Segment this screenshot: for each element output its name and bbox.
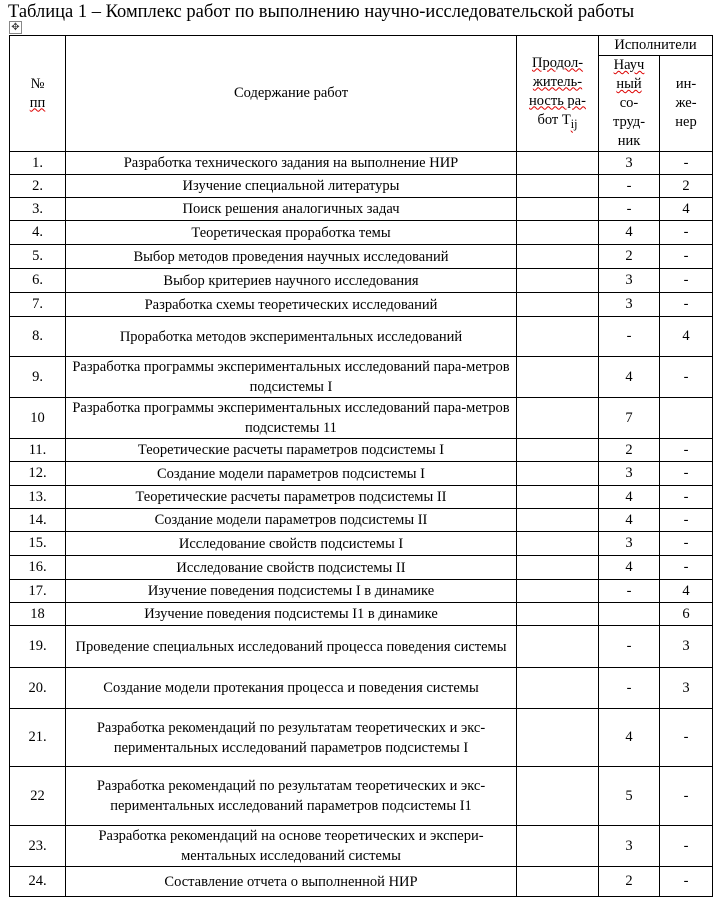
- table-row: [10, 532, 713, 556]
- row-duration: [517, 486, 599, 509]
- row-duration: [517, 709, 599, 767]
- header-performers: Исполнители: [599, 36, 713, 56]
- row-scientist: 5: [599, 767, 660, 826]
- row-content: Создание модели протекания процесса и поведения системы: [66, 668, 517, 709]
- row-duration: [517, 867, 599, 897]
- row-scientist: 4: [599, 486, 660, 509]
- row-scientist: 3: [599, 826, 660, 867]
- row-engineer: 4: [660, 580, 713, 603]
- row-number: 18: [10, 603, 66, 626]
- table-row: [10, 626, 713, 668]
- row-duration: [517, 603, 599, 626]
- row-content: Проведение специальных исследований процесса поведения системы: [66, 626, 517, 668]
- table-row: [10, 439, 713, 462]
- row-engineer: -: [660, 462, 713, 486]
- row-duration: [517, 175, 599, 198]
- row-number: 15.: [10, 532, 66, 556]
- table-row: [10, 198, 713, 221]
- row-number: 10: [10, 398, 66, 439]
- row-engineer: 4: [660, 317, 713, 357]
- row-engineer: -: [660, 269, 713, 293]
- header-scientist: Науч ный со- труд- ник: [599, 56, 660, 152]
- row-engineer: -: [660, 556, 713, 580]
- row-content: Поиск решения аналогичных задач: [66, 198, 517, 221]
- row-scientist: 3: [599, 152, 660, 175]
- row-number: 14.: [10, 509, 66, 532]
- row-duration: [517, 668, 599, 709]
- row-content: Теоретические расчеты параметров подсистемы II: [66, 486, 517, 509]
- row-engineer: -: [660, 532, 713, 556]
- table-row: [10, 867, 713, 897]
- row-content: Разработка рекомендаций на основе теоретических и экспери-ментальных исследований системы: [66, 826, 517, 867]
- row-scientist: 2: [599, 867, 660, 897]
- row-scientist: 2: [599, 439, 660, 462]
- row-number: 19.: [10, 626, 66, 668]
- row-number: 1.: [10, 152, 66, 175]
- row-scientist: 4: [599, 509, 660, 532]
- header-duration: Продол- житель- ность ра- бот $T_{ij}$: [517, 36, 599, 152]
- table-row: [10, 486, 713, 509]
- table-row: [10, 767, 713, 826]
- row-number: 8.: [10, 317, 66, 357]
- row-engineer: -: [660, 152, 713, 175]
- table-row: [10, 152, 713, 175]
- row-number: 12.: [10, 462, 66, 486]
- row-engineer: -: [660, 509, 713, 532]
- row-content: Исследование свойств подсистемы II: [66, 556, 517, 580]
- row-number: 3.: [10, 198, 66, 221]
- row-duration: [517, 245, 599, 269]
- row-number: 5.: [10, 245, 66, 269]
- row-engineer: [660, 398, 713, 439]
- row-scientist: -: [599, 175, 660, 198]
- table-row: [10, 580, 713, 603]
- row-content: Исследование свойств подсистемы I: [66, 532, 517, 556]
- row-engineer: -: [660, 486, 713, 509]
- row-content: Создание модели параметров подсистемы II: [66, 509, 517, 532]
- row-number: 21.: [10, 709, 66, 767]
- row-content: Проработка методов экспериментальных исследований: [66, 317, 517, 357]
- row-content: Разработка схемы теоретических исследований: [66, 293, 517, 317]
- row-duration: [517, 398, 599, 439]
- row-number: 4.: [10, 221, 66, 245]
- row-content: Разработка программы экспериментальных исследований пара-метров подсистемы 11: [66, 398, 517, 439]
- row-engineer: -: [660, 709, 713, 767]
- row-content: Разработка рекомендаций по результатам теоретических и экс-периментальных исследований параметров подсистемы I: [66, 709, 517, 767]
- row-duration: [517, 198, 599, 221]
- row-engineer: -: [660, 767, 713, 826]
- row-number: 7.: [10, 293, 66, 317]
- row-number: 11.: [10, 439, 66, 462]
- row-duration: [517, 269, 599, 293]
- work-plan-table: [9, 35, 713, 897]
- row-scientist: 3: [599, 293, 660, 317]
- row-scientist: 3: [599, 462, 660, 486]
- row-content: Разработка рекомендаций по результатам теоретических и экс-периментальных исследований параметров подсистемы I1: [66, 767, 517, 826]
- row-content: Изучение поведения подсистемы I1 в динамике: [66, 603, 517, 626]
- row-duration: [517, 152, 599, 175]
- row-content: Создание модели параметров подсистемы I: [66, 462, 517, 486]
- row-scientist: 3: [599, 532, 660, 556]
- row-duration: [517, 293, 599, 317]
- row-engineer: 3: [660, 626, 713, 668]
- row-scientist: 3: [599, 269, 660, 293]
- table-row: [10, 556, 713, 580]
- row-content: Теоретические расчеты параметров подсистемы I: [66, 439, 517, 462]
- row-engineer: -: [660, 826, 713, 867]
- table-row: [10, 269, 713, 293]
- table-row: [10, 221, 713, 245]
- row-number: 2.: [10, 175, 66, 198]
- header-engineer: ин- же- нер: [660, 56, 713, 152]
- row-duration: [517, 509, 599, 532]
- row-number: 24.: [10, 867, 66, 897]
- row-scientist: [599, 603, 660, 626]
- row-engineer: 4: [660, 198, 713, 221]
- table-row: [10, 709, 713, 767]
- row-number: 13.: [10, 486, 66, 509]
- row-engineer: -: [660, 293, 713, 317]
- table-row: [10, 509, 713, 532]
- row-engineer: 6: [660, 603, 713, 626]
- row-duration: [517, 317, 599, 357]
- table-row: [10, 462, 713, 486]
- row-number: 9.: [10, 357, 66, 398]
- row-content: Выбор методов проведения научных исследований: [66, 245, 517, 269]
- row-scientist: -: [599, 580, 660, 603]
- row-duration: [517, 580, 599, 603]
- row-duration: [517, 221, 599, 245]
- table-row: [10, 826, 713, 867]
- table-row: [10, 357, 713, 398]
- header-content: Содержание работ: [66, 36, 517, 152]
- row-number: 20.: [10, 668, 66, 709]
- row-number: 16.: [10, 556, 66, 580]
- row-content: Изучение поведения подсистемы I в динамике: [66, 580, 517, 603]
- row-scientist: 4: [599, 221, 660, 245]
- row-duration: [517, 556, 599, 580]
- row-duration: [517, 532, 599, 556]
- row-content: Составление отчета о выполненной НИР: [66, 867, 517, 897]
- row-scientist: 2: [599, 245, 660, 269]
- row-duration: [517, 767, 599, 826]
- table-row: [10, 175, 713, 198]
- row-number: 22: [10, 767, 66, 826]
- row-content: Изучение специальной литературы: [66, 175, 517, 198]
- row-scientist: 4: [599, 709, 660, 767]
- table-row: [10, 293, 713, 317]
- row-content: Теоретическая проработка темы: [66, 221, 517, 245]
- row-scientist: 4: [599, 556, 660, 580]
- row-engineer: 2: [660, 175, 713, 198]
- row-scientist: -: [599, 317, 660, 357]
- header-number: № пп: [10, 36, 66, 152]
- row-duration: [517, 439, 599, 462]
- row-scientist: -: [599, 198, 660, 221]
- row-engineer: -: [660, 357, 713, 398]
- table-move-handle-icon[interactable]: ✥: [9, 21, 22, 34]
- table-row: [10, 398, 713, 439]
- row-engineer: 3: [660, 668, 713, 709]
- table-row: [10, 317, 713, 357]
- row-duration: [517, 826, 599, 867]
- row-content: Разработка технического задания на выполнение НИР: [66, 152, 517, 175]
- row-number: 17.: [10, 580, 66, 603]
- row-scientist: 4: [599, 357, 660, 398]
- row-scientist: -: [599, 626, 660, 668]
- row-number: 6.: [10, 269, 66, 293]
- row-content: Выбор критериев научного исследования: [66, 269, 517, 293]
- row-scientist: -: [599, 668, 660, 709]
- row-number: 23.: [10, 826, 66, 867]
- table-row: [10, 603, 713, 626]
- table-row: [10, 245, 713, 269]
- row-engineer: -: [660, 867, 713, 897]
- row-engineer: -: [660, 439, 713, 462]
- row-engineer: -: [660, 245, 713, 269]
- row-content: Разработка программы экспериментальных исследований пара-метров подсистемы I: [66, 357, 517, 398]
- row-duration: [517, 462, 599, 486]
- table-caption: Таблица 1 – Комплекс работ по выполнению научно-исследовательской работы: [8, 2, 635, 22]
- row-engineer: -: [660, 221, 713, 245]
- table-row: [10, 668, 713, 709]
- row-duration: [517, 626, 599, 668]
- row-scientist: 7: [599, 398, 660, 439]
- row-duration: [517, 357, 599, 398]
